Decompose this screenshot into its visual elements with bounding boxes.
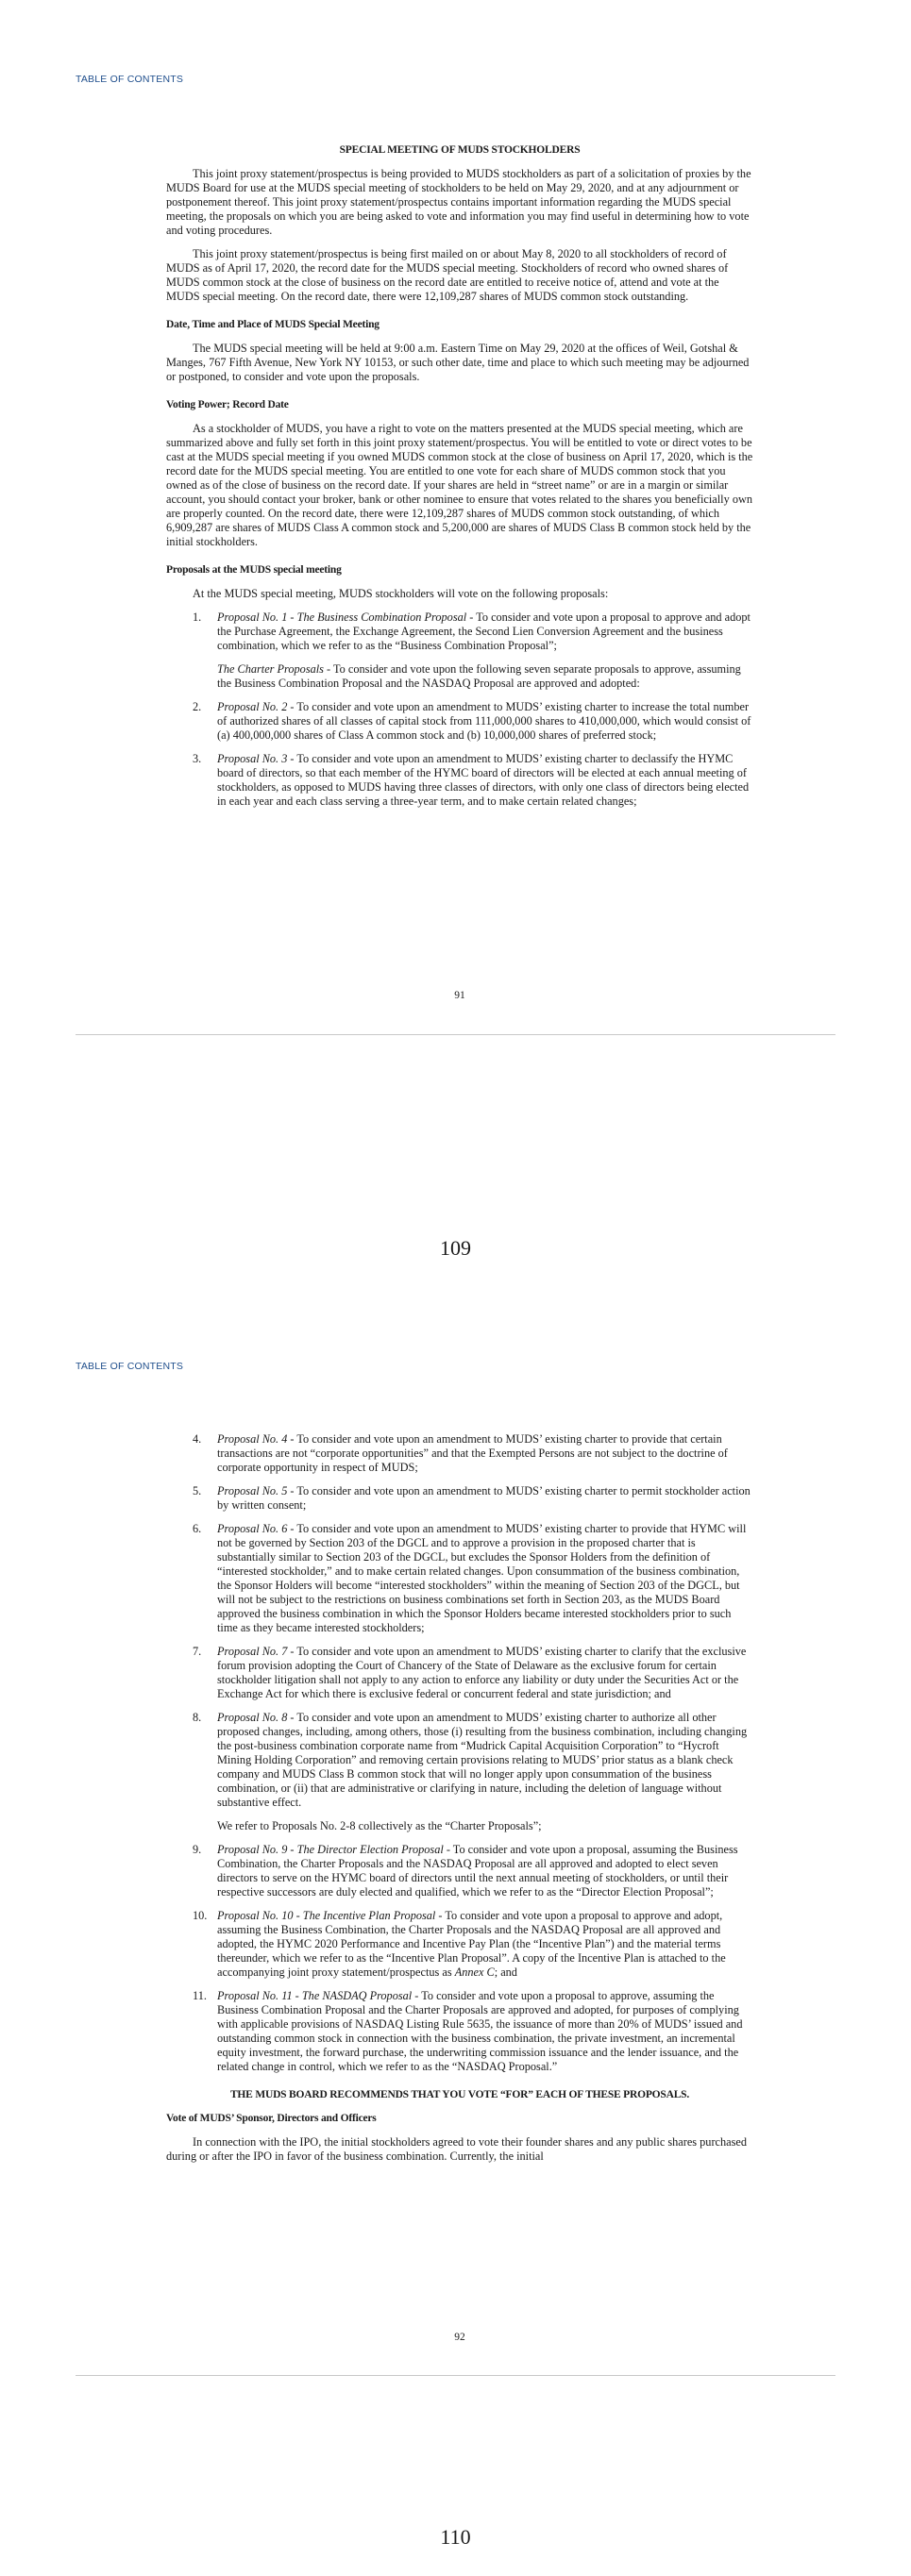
- proposal-text: - To consider and vote upon a proposal to approve and adopt, assuming the Business Combination, the Charter Proposals and the NASDAQ Proposal are all approved and adopted, the HYMC 2020 Performance and Incentive Pay Plan (the “Incentive Plan”) and the material terms thereunder, which we refer to as the “Incentive Plan Proposal”. A copy of the Incentive Plan is attached to the accompanying joint proxy statement/prospectus as: [217, 1909, 726, 1979]
- page-91: [166, 143, 753, 809]
- charter-proposals-paragraph: [217, 662, 753, 691]
- page-number: 91: [454, 990, 465, 1001]
- list-item: [193, 611, 753, 653]
- list-item-number: 11.: [193, 1989, 207, 2002]
- proposal-name: Proposal No. 2: [217, 700, 288, 713]
- proposal-text: - To consider and vote upon an amendment to MUDS’ existing charter to declassify the HYMC board of directors, so that each member of the HYMC board of directors will be elected at each annual meeting of stockholders, as opposed to MUDS having three classes of directors, with only one class of directors being elected in each year and each class serving a three-year term, and to make certain related changes;: [217, 752, 750, 808]
- page-divider: [76, 2375, 835, 2376]
- board-recommendation: THE MUDS BOARD RECOMMENDS THAT YOU VOTE “FOR” EACH OF THESE PROPOSALS.: [229, 2089, 690, 2100]
- list-item-number: 8.: [193, 1711, 202, 1724]
- list-item: [193, 1522, 753, 1635]
- proposal-name: Proposal No. 11 - The NASDAQ Proposal: [217, 1989, 413, 2002]
- proposal-name: Proposal No. 9 - The Director Election Proposal: [217, 1843, 444, 1856]
- proposals-intro: At the MUDS special meeting, MUDS stockholders will vote on the following proposals:: [193, 587, 609, 600]
- list-item-number: 9.: [193, 1843, 202, 1856]
- list-item: [193, 1989, 753, 2074]
- list-item: [193, 752, 753, 809]
- proposals-heading: Proposals at the MUDS special meeting: [166, 564, 342, 576]
- proposal-name: Proposal No. 6: [217, 1522, 288, 1535]
- list-item-number: 2.: [193, 700, 202, 713]
- list-item: [193, 1909, 753, 1980]
- proposal-name: Proposal No. 1 - The Business Combination Proposal: [217, 611, 467, 624]
- proposal-text: - To consider and vote upon an amendment to MUDS’ existing charter to increase the total number of authorized shares of all classes of capital stock from 111,000,000 shares to 410,000,000, which would consist of (a) 400,000,000 shares of Class A common stock and (b) 10,000,000 shares of preferred stock;: [217, 700, 751, 742]
- page-number: 92: [454, 2332, 465, 2343]
- list-item-number: 5.: [193, 1484, 202, 1497]
- table-of-contents-link[interactable]: TABLE OF CONTENTS: [76, 74, 184, 85]
- print-page-number: 110: [440, 2525, 471, 2549]
- proposal-name: Proposal No. 7: [217, 1645, 288, 1658]
- intro-paragraph-1: This joint proxy statement/prospectus is being provided to MUDS stockholders as part of a solicitation of proxies by the MUDS Board for use at the MUDS special meeting of stockholders to be held on May 29, 2020, and at any adjournment or postponement thereof. This joint proxy statement/prospectus contains important information regarding the MUDS special meeting, the proposals on which you are being asked to vote and information you may find useful in determining how to vote and voting procedures.: [166, 167, 751, 237]
- date-time-place-text: The MUDS special meeting will be held at 9:00 a.m. Eastern Time on May 29, 2020 at the offices of Weil, Gotshal & Manges, 767 Fifth Avenue, New York NY 10153, or such other date, time and place to which such meeting may be adjourned or postponed, to consider and vote upon the proposals.: [166, 342, 750, 383]
- proposal-text: - To consider and vote upon a proposal to approve, assuming the Business Combination Proposal and the Charter Proposals are approved and adopted, for purposes of complying with applicable provisions of NASDAQ Listing Rule 5635, the issuance of more than 20% of MUDS’ issued and outstanding common stock in connection with the business combination, the private investment, an incremental equity investment, the forward purchase, the underwriting commission issuance and the lender issuance, and the related change in control, which we refer to as the “NASDAQ Proposal.”: [217, 1989, 743, 2073]
- proposal-text: - To consider and vote upon an amendment to MUDS’ existing charter to provide that HYMC will not be governed by Section 203 of the DGCL and to approve a provision in the proposed charter that is substantially similar to Section 203 of the DGCL, but excludes the Sponsor Holders from the definition of “interested stockholder,” and to make certain related changes. Upon consummation of the business combination, the Sponsor Holders will become “interested stockholders” within the meaning of Section 203 of the DGCL, but will not be subject to the restrictions on business combinations set forth in Section 203, as the MUDS Board approved the business combination in which the Sponsor Holders became interested stockholders prior to such time as they became interested stockholders;: [217, 1522, 747, 1634]
- list-item: [193, 1843, 753, 1899]
- list-item: [193, 700, 753, 743]
- list-item-number: 3.: [193, 752, 202, 765]
- sponsor-vote-text: In connection with the IPO, the initial stockholders agreed to vote their founder shares and any public shares purchased during or after the IPO in favor of the business combination. Currently, the initial: [166, 2135, 748, 2163]
- proposal-name: Proposal No. 10 - The Incentive Plan Proposal: [217, 1909, 436, 1922]
- intro-paragraph-2: This joint proxy statement/prospectus is being first mailed on or about May 8, 2020 to all stockholders of record of MUDS as of April 17, 2020, the record date for the MUDS special meeting. Stockholders of record who owned shares of MUDS common stock at the close of business on the record date are entitled to receive notice of, attend and vote at the MUDS special meeting. On the record date, there were 12,109,287 shares of MUDS common stock outstanding.: [166, 247, 729, 303]
- list-item-number: 4.: [193, 1432, 202, 1446]
- charter-proposals-reference: We refer to Proposals No. 2-8 collectively as the “Charter Proposals”;: [217, 1819, 542, 1832]
- list-item-number: 1.: [193, 611, 202, 624]
- proposal-name: Proposal No. 3: [217, 752, 288, 765]
- list-item: [193, 1645, 753, 1701]
- list-item: [193, 1711, 753, 1810]
- sponsor-vote-heading: Vote of MUDS’ Sponsor, Directors and Officers: [166, 2113, 377, 2124]
- proposal-name: Proposal No. 8: [217, 1711, 288, 1724]
- proposal-name: The Charter Proposals: [217, 662, 324, 676]
- date-time-place-heading: Date, Time and Place of MUDS Special Meeting: [166, 319, 380, 330]
- table-of-contents-link[interactable]: TABLE OF CONTENTS: [76, 1361, 184, 1372]
- proposal-text: - To consider and vote upon the following seven separate proposals to approve, assuming the Business Combination Proposal and the NASDAQ Proposal are approved and adopted:: [217, 662, 741, 690]
- voting-power-heading: Voting Power; Record Date: [166, 399, 289, 410]
- print-page-number: 109: [440, 1236, 471, 1260]
- proposal-text: - To consider and vote upon an amendment to MUDS’ existing charter to permit stockholder action by written consent;: [217, 1484, 751, 1512]
- list-item: [193, 1432, 753, 1475]
- list-item: [193, 1484, 753, 1513]
- list-item-number: 10.: [193, 1909, 208, 1922]
- proposal-name: Proposal No. 4: [217, 1432, 288, 1446]
- proposal-text: - To consider and vote upon a proposal to approve and adopt the Purchase Agreement, the Exchange Agreement, the Second Lien Conversion Agreement and the business combination, which we refer to as the “Business Combination Proposal”;: [217, 611, 751, 652]
- list-item-number: 6.: [193, 1522, 202, 1535]
- annex-reference: Annex C: [454, 1965, 495, 1979]
- list-item-number: 7.: [193, 1645, 202, 1658]
- proposal-text: - To consider and vote upon an amendment to MUDS’ existing charter to provide that certain transactions are not “corporate opportunities” and that the Exempted Persons are not subject to the doctrine of corporate opportunity in respect of MUDS;: [217, 1432, 728, 1474]
- voting-power-text: As a stockholder of MUDS, you have a right to vote on the matters presented at the MUDS special meeting, which are summarized above and fully set forth in this joint proxy statement/prospectus. You will be entitled to vote or direct votes to be cast at the MUDS special meeting if you owned MUDS common stock at the close of business on April 17, 2020, which is the record date for the MUDS special meeting. You are entitled to one vote for each share of MUDS common stock that you owned as of the close of business on the record date. If your shares are held in “street name” or are in a margin or similar account, you should contact your broker, bank or other nominee to ensure that votes related to the shares you beneficially own are properly counted. On the record date, there were 12,109,287 shares of MUDS common stock outstanding, of which 6,909,287 are shares of MUDS Class A common stock and 5,200,000 are shares of MUDS Class B common stock held by the initial stockholders.: [166, 422, 753, 548]
- proposal-text: - To consider and vote upon an amendment to MUDS’ existing charter to clarify that the exclusive forum provision adopting the Court of Chancery of the State of Delaware as the exclusive forum for certain stockholder litigation shall not apply to any action to enforce any liability or duty under the Securities Act or the Exchange Act for which there is exclusive federal or concurrent federal and state jurisdiction; and: [217, 1645, 747, 1700]
- page-92: [166, 1432, 753, 2164]
- proposal-text-tail: ; and: [494, 1965, 517, 1979]
- section-title: SPECIAL MEETING OF MUDS STOCKHOLDERS: [339, 144, 581, 156]
- proposal-text: - To consider and vote upon a proposal, assuming the Business Combination, the Charter Proposals and the NASDAQ Proposal are all approved and adopted to elect seven directors to serve on the HYMC board of directors until the next annual meeting of stockholders, or until their respective successors are duly elected and qualified, which we refer to as the “Director Election Proposal”;: [217, 1843, 738, 1899]
- page-divider: [76, 1034, 835, 1035]
- proposal-name: Proposal No. 5: [217, 1484, 288, 1497]
- proposal-text: - To consider and vote upon an amendment to MUDS’ existing charter to authorize all other proposed changes, including, among others, those (i) resulting from the business combination, including changing the post-business combination corporate name from “Mudrick Capital Acquisition Corporation” to “Hycroft Mining Holding Corporation” and removing certain provisions relating to MUDS’ prior status as a blank check company and MUDS Class B common stock that will no longer apply upon consummation of the business combination, or (ii) that are administrative or clarifying in nature, including the deletion of language without substantive effect.: [217, 1711, 748, 1809]
